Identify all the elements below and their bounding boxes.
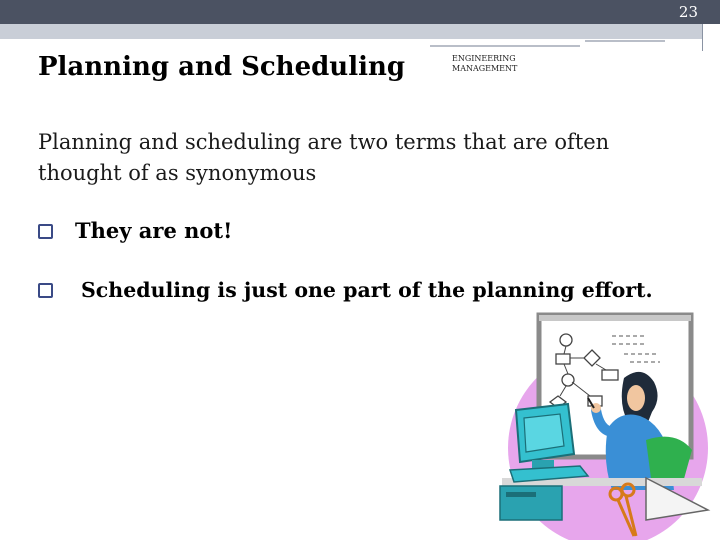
computer-tower	[500, 486, 562, 520]
page-number: 23	[678, 3, 698, 21]
header-accent-band	[0, 24, 702, 39]
title-rule	[430, 45, 580, 47]
bullet-text: They are not!	[75, 218, 233, 243]
checkbox-square-icon	[38, 283, 53, 298]
title-rule-secondary	[585, 40, 665, 42]
bullet-item	[38, 218, 232, 243]
intro-paragraph: Planning and scheduling are two terms that are often thought of as synonymous	[38, 130, 610, 185]
bullet-item	[38, 278, 653, 302]
logo-text: ENGINEERING MANAGEMENT	[452, 54, 518, 73]
planning-clipart	[496, 310, 720, 540]
slide-title: Planning and Scheduling	[38, 52, 406, 82]
header-notch	[702, 24, 720, 39]
checkbox-square-icon	[38, 224, 53, 239]
bullet-text: Scheduling is just one part of the planning effort.	[81, 278, 653, 302]
header-bar	[0, 0, 720, 24]
header-divider	[702, 24, 703, 51]
